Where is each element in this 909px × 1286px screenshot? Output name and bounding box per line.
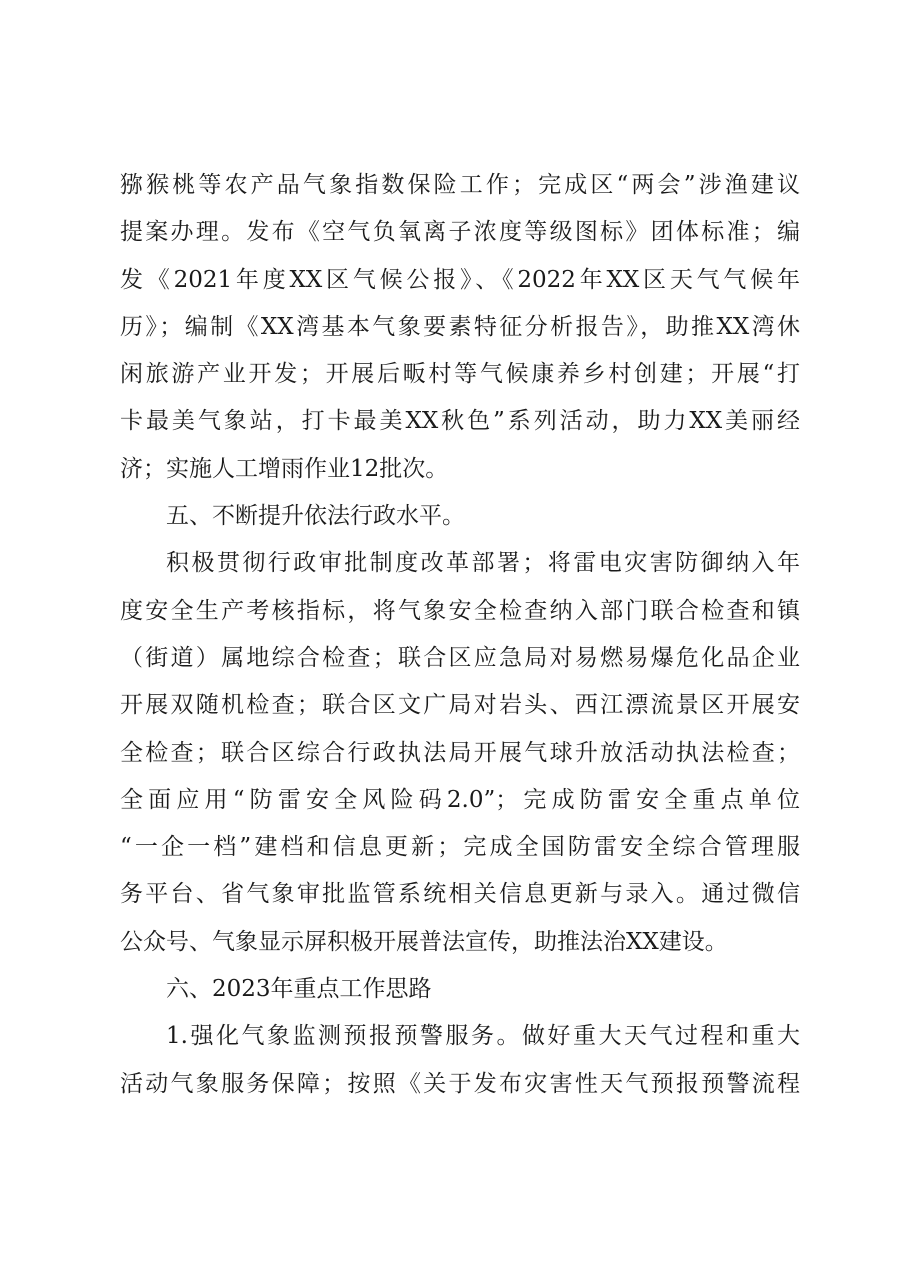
paragraph-line: 猕猴桃等农产品气象指数保险工作；完成区“两会”涉渔建议 — [120, 172, 800, 198]
paragraph-line: “一企一档”建档和信息更新；完成全国防雷安全综合管理服 — [120, 834, 800, 861]
paragraph-line: 务平台、省气象审批监管系统相关信息更新与录入。通过微信 — [120, 881, 800, 908]
paragraph-line: 济；实施人工增雨作业12批次。 — [120, 455, 449, 482]
paragraph-line: （街道）属地综合检查；联合区应急局对易燃易爆危化品企业 — [120, 644, 800, 671]
paragraph-line: 全面应用“防雷安全风险码2.0”；完成防雷安全重点单位 — [120, 786, 800, 813]
paragraph-line: 1.强化气象监测预报预警服务。做好重大天气过程和重大 — [166, 1023, 800, 1050]
paragraph-line: 闲旅游产业开发；开展后畈村等气候康养乡村创建；开展“打 — [120, 361, 800, 388]
paragraph-line: 开展双随机检查；联合区文广局对岩头、西江漂流景区开展安 — [120, 692, 800, 719]
document-body — [120, 162, 800, 1108]
paragraph-line: 度安全生产考核指标，将气象安全检查纳入部门联合检查和镇 — [120, 597, 800, 624]
paragraph-line: 积极贯彻行政审批制度改革部署；将雷电灾害防御纳入年 — [166, 550, 800, 577]
paragraph-line: 历》；编制《XX湾基本气象要素特征分析报告》，助推XX湾休 — [120, 313, 800, 340]
paragraph-line: 提案办理。发布《空气负氧离子浓度等级图标》团体标准；编 — [120, 219, 800, 246]
paragraph-line: 活动气象服务保障；按照《关于发布灾害性天气预报预警流程 — [120, 1070, 800, 1097]
section-heading: 六、2023年重点工作思路 — [166, 976, 432, 1003]
paragraph-line: 公众号、气象显示屏积极开展普法宣传，助推法治XX建设。 — [120, 928, 728, 955]
paragraph-line: 卡最美气象站，打卡最美XX秋色”系列活动，助力XX美丽经 — [120, 408, 800, 435]
paragraph-line: 全检查；联合区综合行政执法局开展气球升放活动执法检查； — [120, 739, 800, 766]
section-heading: 五、不断提升依法行政水平。 — [166, 503, 465, 530]
paragraph-line: 发《2021年度XX区气候公报》、《2022年XX区天气气候年 — [120, 266, 800, 293]
